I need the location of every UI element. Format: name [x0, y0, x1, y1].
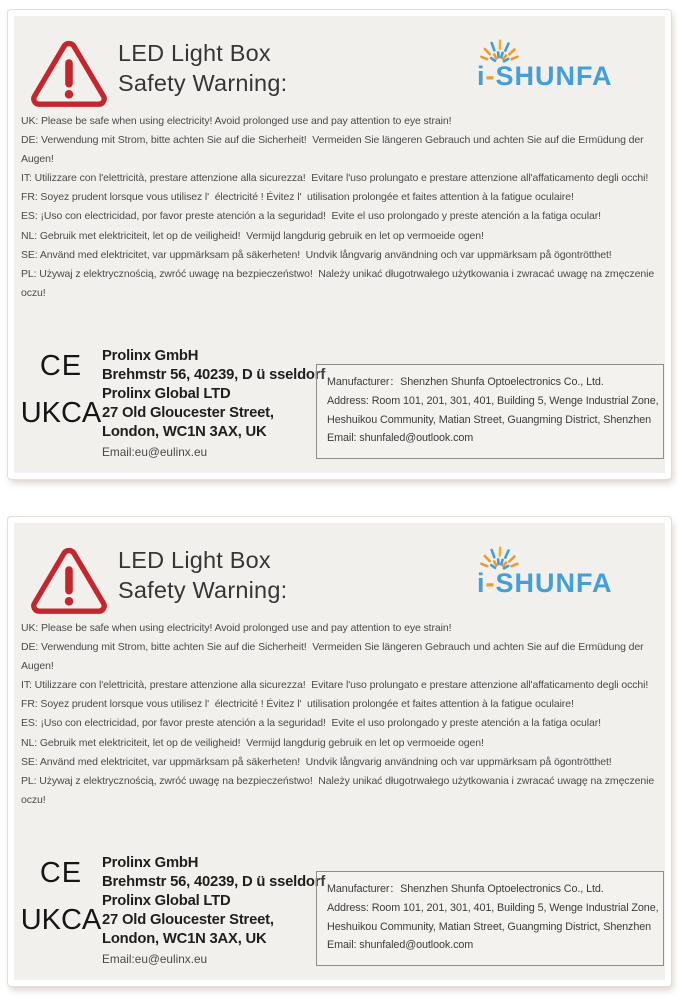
warning-line-nl: NL: Gebruik met elektriciteit, let op de veiligheid! Vermijd langdurig gebruik en let op vermoeide ogen! — [21, 229, 484, 242]
ce-row — [20, 854, 326, 892]
warning-line-es: ES: ¡Uso con electricidad, por favor preste atención a la seguridad! Evite el uso prolongado y preste atención a la fatiga ocular! — [21, 717, 601, 730]
label-title-line1: LED Light Box — [118, 547, 271, 573]
warning-line-pl: PL: Używaj z elektrycznością, zwróć uwagę na bezpieczeństwo! Należy unikać długotrwałego użytkowania i zwracać uwagę na zmęczenie oczu! — [21, 267, 657, 299]
manufacturer-name: Manufacturer：Shenzhen Shunfa Optoelectronics Co., Ltd. — [327, 376, 604, 388]
brand-logo — [477, 60, 647, 104]
warning-line-it: IT: Utilizzare con l'elettricità, prestare attenzione alla sicurezza! Evitare l'uso prolungato e prestare attenzione all'affaticamento degli occhi! — [21, 679, 649, 692]
eu-rep-street: Brehmstr 56, 40239, D ü sseldorf — [102, 874, 326, 890]
safety-label-card-2 — [8, 517, 671, 986]
compliance-marks — [20, 347, 326, 459]
logo-letter-i: i — [477, 61, 486, 91]
warning-text-block — [21, 619, 659, 810]
manufacturer-email: Email: shunfaled@outlook.com — [327, 432, 474, 445]
label-title-line1: LED Light Box — [118, 40, 271, 66]
label-title — [118, 545, 287, 605]
warning-line-es: ES: ¡Uso con electricidad, por favor preste atención a la seguridad! Evite el uso prolongado y preste atención a la fatiga ocular! — [21, 210, 601, 223]
uk-rep-city: London, WC1N 3AX, UK — [102, 424, 267, 440]
warning-triangle-icon — [30, 38, 108, 108]
warning-line-se: SE: Använd med elektricitet, var uppmärksam på säkerheten! Undvik långvarig användning och var uppmärksam på ögontrötthet! — [21, 248, 612, 261]
ukca-mark: UKCA — [20, 397, 102, 429]
ukca-row — [20, 385, 316, 442]
label-header — [14, 16, 665, 112]
warning-line-it: IT: Utilizzare con l'elettricità, prestare attenzione alla sicurezza! Evitare l'uso prolungato e prestare attenzione all'affaticamento degli occhi! — [21, 172, 649, 185]
uk-rep-name: Prolinx Global LTD — [102, 386, 231, 402]
brand-logo — [477, 567, 647, 611]
manufacturer-address-2: Heshuikou Community, Matian Street, Guangming District, Shenzhen — [327, 920, 652, 933]
manufacturer-address-1: Address: Room 101, 201, 301, 401, Building 5, Wenge Industrial Zone, — [327, 394, 659, 407]
warning-text-block — [21, 112, 659, 303]
uk-rep-street: 27 Old Gloucester Street, — [102, 912, 274, 928]
warning-line-uk: UK: Please be safe when using electricity! Avoid prolonged use and pay attention to eye strain! — [21, 115, 452, 127]
safety-label-card-1 — [8, 10, 671, 479]
warning-line-de: DE: Verwendung mit Strom, bitte achten Sie auf die Sicherheit! Vermeiden Sie längeren Gebrauch und achten Sie auf die Ermüdung der Augen! — [21, 641, 646, 673]
manufacturer-name: Manufacturer：Shenzhen Shunfa Optoelectronics Co., Ltd. — [327, 883, 604, 895]
eu-rep-street: Brehmstr 56, 40239, D ü sseldorf — [102, 367, 326, 383]
compliance-marks — [20, 854, 326, 966]
uk-rep-city: London, WC1N 3AX, UK — [102, 931, 267, 947]
manufacturer-address-1: Address: Room 101, 201, 301, 401, Building 5, Wenge Industrial Zone, — [327, 901, 659, 914]
brand-logo-text — [477, 60, 613, 92]
logo-hyphen: - — [485, 568, 496, 598]
logo-hyphen: - — [485, 61, 496, 91]
eu-representative-address — [102, 347, 325, 385]
manufacturer-info-box — [316, 871, 664, 966]
warning-line-se: SE: Använd med elektricitet, var uppmärksam på säkerheten! Undvik långvarig användning och var uppmärksam på ögontrötthet! — [21, 755, 612, 768]
ce-mark: CE — [39, 856, 83, 889]
eu-rep-email: Email:eu@eulinx.eu — [102, 445, 208, 459]
ce-mark: CE — [39, 349, 83, 382]
brand-logo-text — [477, 567, 613, 599]
label-header — [14, 523, 665, 619]
logo-letter-i: i — [477, 568, 486, 598]
ce-row — [20, 347, 326, 385]
warning-line-pl: PL: Używaj z elektrycznością, zwróć uwagę na bezpieczeństwo! Należy unikać długotrwałego użytkowania i zwracać uwagę na zmęczenie oczu! — [21, 774, 657, 806]
ukca-row — [20, 892, 316, 949]
uk-representative-address — [102, 892, 274, 949]
uk-rep-street: 27 Old Gloucester Street, — [102, 405, 274, 421]
warning-line-de: DE: Verwendung mit Strom, bitte achten Sie auf die Sicherheit! Vermeiden Sie längeren Gebrauch und achten Sie auf die Ermüdung der Augen! — [21, 134, 646, 166]
label-title-line2: Safety Warning: — [118, 70, 288, 96]
eu-rep-name: Prolinx GmbH — [102, 855, 199, 871]
warning-line-fr: FR: Soyez prudent lorsque vous utilisez l' électricité ! Évitez l' utilisation prolongée et faites attention à la fatigue oculaire! — [21, 698, 574, 711]
ukca-mark: UKCA — [20, 904, 102, 936]
warning-line-uk: UK: Please be safe when using electricity! Avoid prolonged use and pay attention to eye strain! — [21, 622, 452, 634]
label-title — [118, 38, 287, 98]
uk-representative-address — [102, 385, 274, 442]
eu-rep-email: Email:eu@eulinx.eu — [102, 952, 208, 966]
eu-representative-address — [102, 854, 325, 892]
label-title-line2: Safety Warning: — [118, 577, 288, 603]
warning-triangle-icon — [30, 545, 108, 615]
manufacturer-info-box — [316, 364, 664, 459]
manufacturer-address-2: Heshuikou Community, Matian Street, Guangming District, Shenzhen — [327, 413, 652, 426]
logo-wordmark: SHUNFA — [495, 61, 613, 91]
eu-rep-name: Prolinx GmbH — [102, 348, 199, 364]
logo-wordmark: SHUNFA — [495, 568, 613, 598]
uk-rep-name: Prolinx Global LTD — [102, 893, 231, 909]
manufacturer-email: Email: shunfaled@outlook.com — [327, 939, 474, 952]
warning-line-fr: FR: Soyez prudent lorsque vous utilisez l' électricité ! Évitez l' utilisation prolongée et faites attention à la fatigue oculaire! — [21, 191, 574, 204]
warning-line-nl: NL: Gebruik met elektriciteit, let op de veiligheid! Vermijd langdurig gebruik en let op vermoeide ogen! — [21, 736, 484, 749]
